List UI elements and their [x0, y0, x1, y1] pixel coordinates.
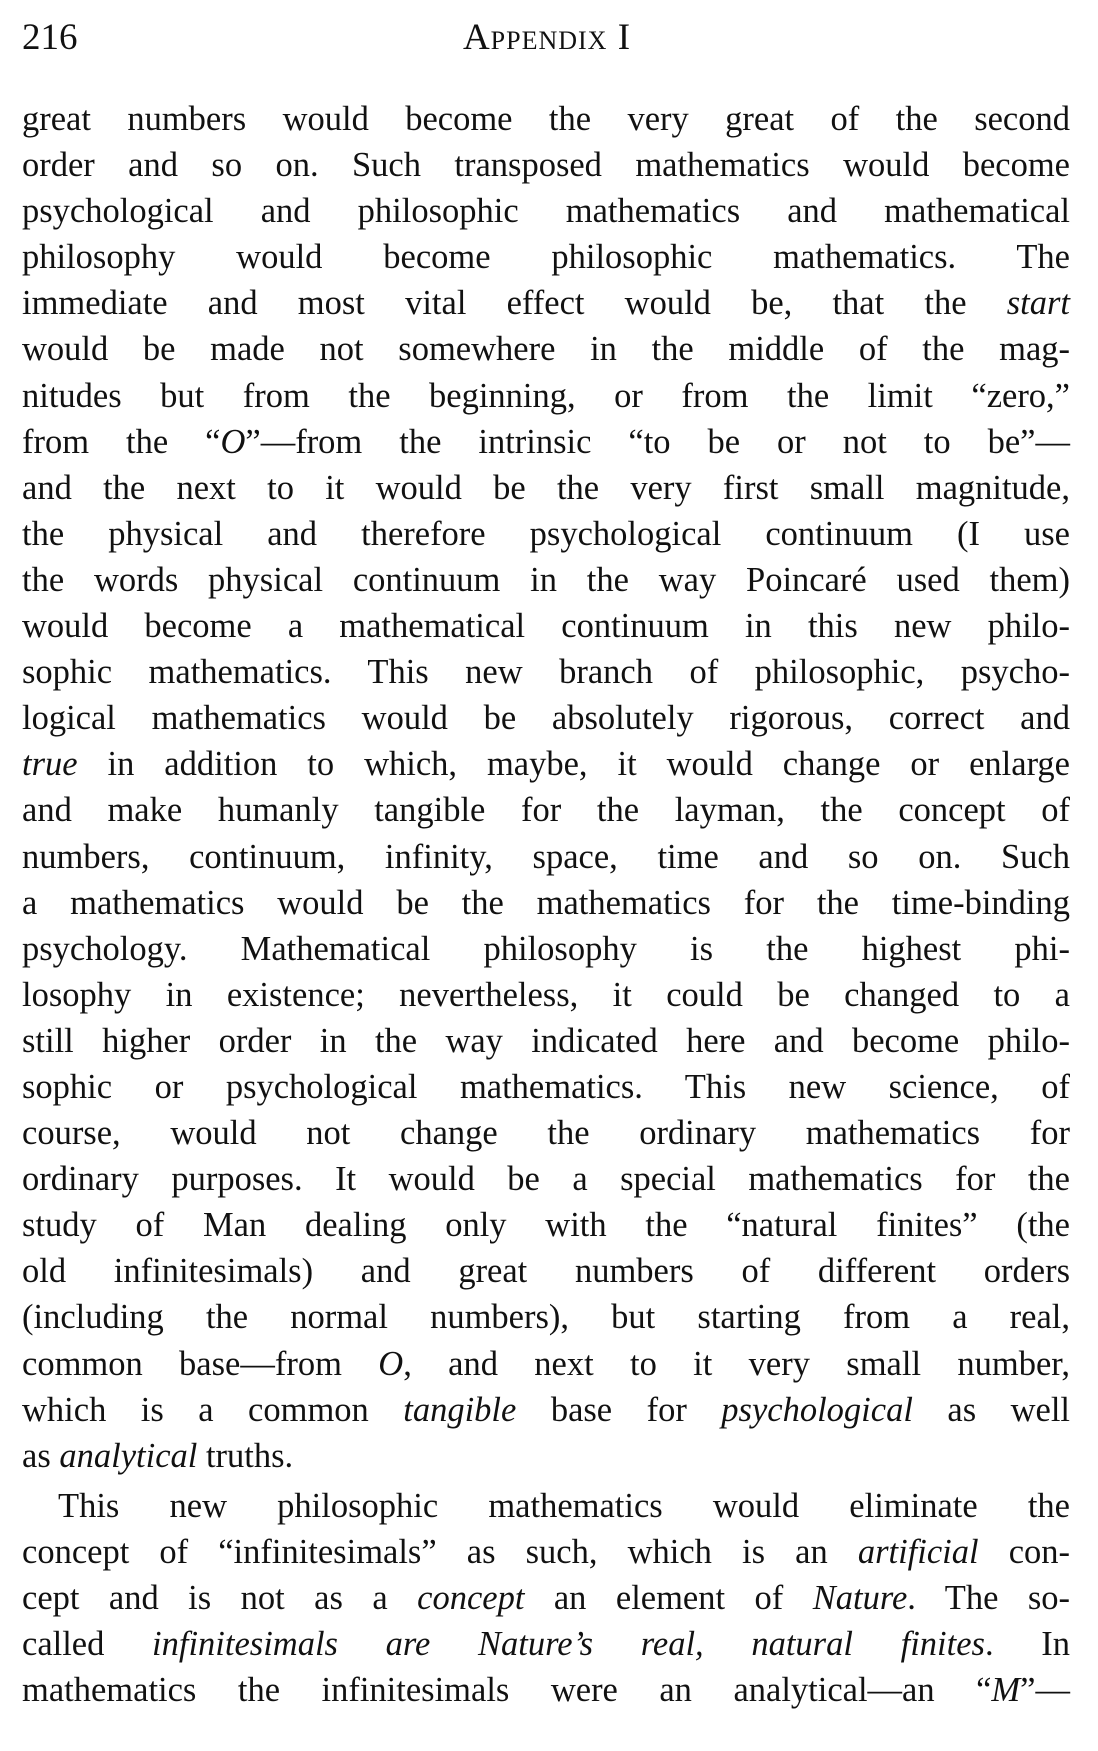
text-line: would be made not somewhere in the middle of the mag- — [22, 330, 1070, 369]
text-line: psychological and philosophic mathematics and mathematical — [22, 192, 1070, 231]
text-line: immediate and most vital effect would be, that the start — [22, 284, 1070, 323]
body-text — [22, 96, 1070, 1713]
text-line: cept and is not as a concept an element of Nature. The so- — [22, 1579, 1071, 1617]
text-line: mathematics the infinitesimals were an analytical—an “M”— — [22, 1671, 1070, 1710]
text-line: still higher order in the way indicated here and become philo- — [22, 1021, 1070, 1060]
text-line: sophic or psychological mathematics. This new science, of — [22, 1067, 1070, 1106]
text-line: study of Man dealing only with the “natural finites” (the — [22, 1206, 1070, 1245]
text-line: common base—from O, and next to it very small number, — [22, 1344, 1070, 1383]
text-line: from the “O”—from the intrinsic “to be or not to be”— — [22, 422, 1070, 461]
text-line: nitudes but from the beginning, or from the limit “zero,” — [22, 376, 1070, 415]
text-line: which is a common tangible base for psychological as well — [22, 1390, 1071, 1429]
text-line: losophy in existence; nevertheless, it could be changed to a — [22, 975, 1070, 1014]
text-line: and the next to it would be the very first small magnitude, — [22, 468, 1070, 507]
text-line: the physical and therefore psychological continuum (I use — [22, 514, 1070, 553]
paragraph-2 — [22, 1483, 1070, 1713]
text-line: true in addition to which, maybe, it would change or enlarge — [22, 745, 1070, 784]
text-line: would become a mathematical continuum in this new philo- — [22, 607, 1070, 646]
text-line: numbers, continuum, infinity, space, time and so on. Such — [22, 837, 1070, 876]
text-line: as analytical truths. — [22, 1436, 294, 1475]
text-line: psychology. Mathematical philosophy is the highest phi- — [22, 929, 1070, 968]
text-line: course, would not change the ordinary mathematics for — [22, 1114, 1070, 1153]
text-line: the words physical continuum in the way Poincaré used them) — [22, 560, 1070, 599]
text-line: ordinary purposes. It would be a special mathematics for the — [22, 1160, 1070, 1199]
text-line: called infinitesimals are Nature’s real, natural finites. In — [22, 1625, 1070, 1664]
paragraph-1 — [22, 96, 1070, 1479]
text-line: concept of “infinitesimals” as such, which is an artificial con- — [22, 1532, 1070, 1571]
text-line: logical mathematics would be absolutely rigorous, correct and — [22, 699, 1070, 738]
page-number: 216 — [22, 17, 78, 58]
running-head: Appendix I — [462, 17, 632, 58]
text-line: great numbers would become the very great of the second — [22, 100, 1070, 138]
text-line: sophic mathematics. This new branch of philosophic, psycho- — [22, 653, 1070, 692]
page-header — [22, 14, 1072, 64]
text-line: (including the normal numbers), but starting from a real, — [22, 1298, 1070, 1337]
text-line: and make humanly tangible for the layman, the concept of — [22, 791, 1070, 830]
text-line: philosophy would become philosophic mathematics. The — [22, 238, 1070, 277]
text-line: This new philosophic mathematics would eliminate the — [58, 1486, 1070, 1525]
text-line: old infinitesimals) and great numbers of different orders — [22, 1252, 1070, 1291]
text-line: a mathematics would be the mathematics for the time-binding — [22, 883, 1070, 922]
text-line: order and so on. Such transposed mathematics would become — [22, 146, 1070, 185]
